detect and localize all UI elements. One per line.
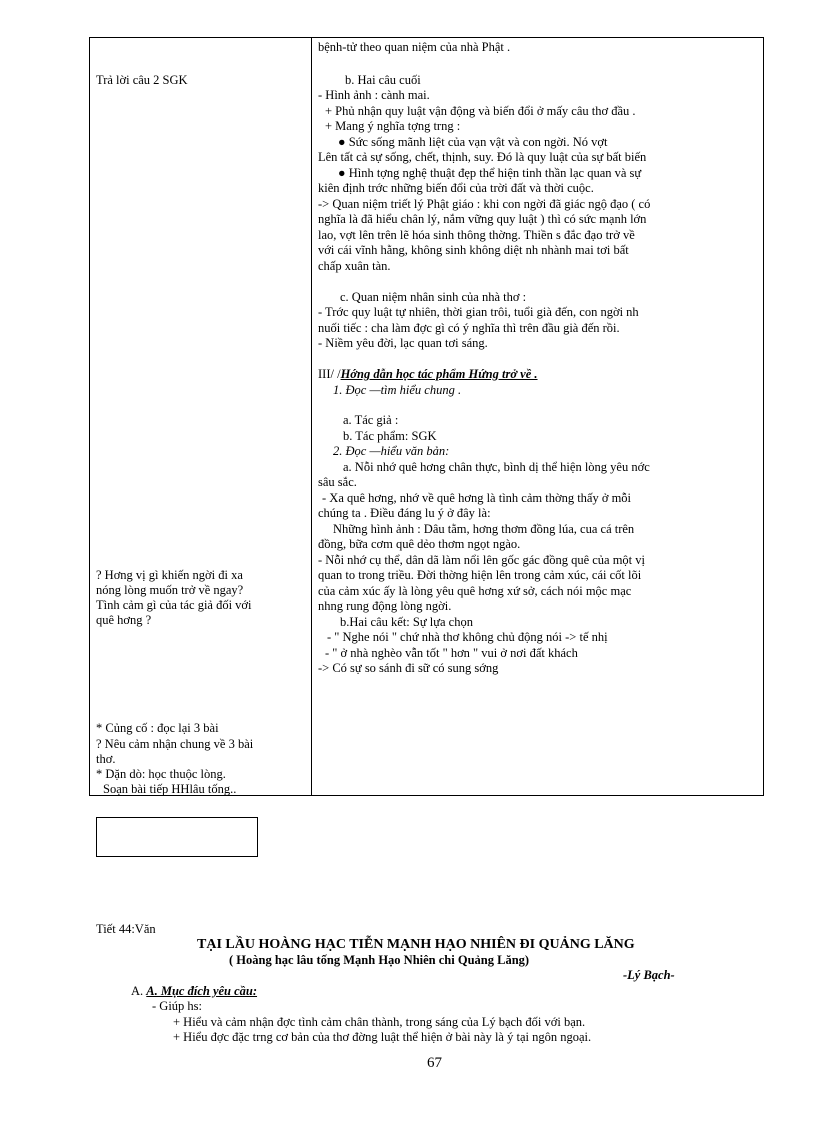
right-text: lao, vợt lên trên lẽ hóa sinh thông thờng. Thiền s đắc đạo trở về — [318, 228, 635, 242]
right-text: - " ở nhà nghèo vẫn tốt " hơn " vui ở nơi đất khách — [325, 646, 578, 660]
left-text: Trả lời câu 2 SGK — [96, 73, 188, 87]
right-text: nuối tiếc : cha làm đợc gì có ý nghĩa thì trên đầu già đến rồi. — [318, 321, 620, 335]
right-text: bệnh-tử theo quan niệm của nhà Phật . — [318, 40, 511, 54]
page-title: TẠI LẦU HOÀNG HẠC TIỄN MẠNH HẠO NHIÊN ĐI QUẢNG LĂNG — [197, 937, 635, 952]
bullet-icon: ● — [338, 166, 346, 180]
left-text: nóng lòng muốn trở về ngay? — [96, 583, 244, 597]
right-text: + Phủ nhận quy luật vận động và biến đổi ở mấy câu thơ đầu . — [325, 104, 636, 118]
section-heading — [318, 367, 538, 382]
right-text: 1. Đọc —tìm hiểu chung . — [333, 383, 462, 397]
section-heading: A. A. Mục đích yêu cầu: — [131, 984, 258, 998]
left-text: ? Nêu cảm nhận chung về 3 bài — [96, 737, 254, 751]
right-text: a. Tác giả : — [343, 413, 399, 427]
bullet-icon: ● — [338, 135, 346, 149]
right-text: với cái vĩnh hằng, không sinh không diệt nh nhành mai tơi bất — [318, 243, 629, 257]
section-title: Hớng dẫn học tác phẩm Hứng trở về . — [340, 367, 538, 381]
right-text: chúng ta . Điều đáng lu ý ở đây là: — [318, 506, 491, 520]
right-text: -> Quan niệm triết lý Phật giáo : khi con ngời đã giác ngộ đạo ( có — [318, 197, 651, 211]
right-text: Những hình ảnh : Dâu tằm, hơng thơm đồng lúa, cua cá trên — [333, 522, 635, 536]
goal-item: + Hiểu đợc đặc trng cơ bản của thơ đờng luật thể hiện ở bài này là ý tại ngôn ngoại. — [173, 1030, 592, 1044]
author: -Lý Bạch- — [623, 968, 675, 982]
empty-box — [96, 817, 258, 857]
right-text: quan to trong triều. Đời thờng hiện lên trong cảm xúc, cái cốt lõi — [318, 568, 642, 582]
goal-item: + Hiểu và cảm nhận đợc tình cảm chân thành, trong sáng của Lý bạch đối với bạn. — [173, 1015, 586, 1029]
right-text: Hình tợng nghệ thuật đẹp thể hiện tinh thần lạc quan và sự — [348, 166, 642, 180]
right-text: b. Hai câu cuối — [345, 73, 421, 87]
left-text: Tình cảm gì của tác giả đối với — [96, 598, 252, 612]
right-text — [338, 135, 608, 150]
section-number: III/ / — [318, 367, 341, 381]
right-text: - Niềm yêu đời, lạc quan tơi sáng. — [318, 336, 488, 350]
right-text: đồng, bữa cơm quê dẻo thơm ngọt ngào. — [318, 537, 521, 551]
right-text: kiên định trớc những biến đổi của trời đất và thời cuộc. — [318, 181, 594, 195]
right-text — [338, 166, 641, 181]
right-text: - Trớc quy luật tự nhiên, thời gian trôi, tuổi già đến, con ngời nh — [318, 305, 639, 319]
right-text: - Hình ảnh : cành mai. — [318, 88, 430, 102]
page-subtitle: ( Hoàng hạc lâu tống Mạnh Hạo Nhiên chi Quảng Lăng) — [229, 953, 530, 967]
right-text: nghĩa là đã hiểu chân lý, nắm vững quy luật ) thì có sức mạnh lớn — [318, 212, 647, 226]
left-text: ? Hơng vị gì khiến ngời đi xa — [96, 568, 243, 582]
right-text: b.Hai câu kết: Sự lựa chọn — [340, 615, 473, 629]
left-text: Soạn bài tiếp HHlâu tống.. — [103, 782, 237, 796]
right-text: - " Nghe nói " chứ nhà thơ không chủ động nói -> tế nhị — [327, 630, 608, 644]
right-text: của cảm xúc ấy là lòng yêu quê hơng xứ sở, cách nói mộc mạc — [318, 584, 632, 598]
right-text: a. Nỗi nhớ quê hơng chân thực, bình dị thể hiện lòng yêu nớc — [343, 460, 650, 474]
right-text: chấp xuân tàn. — [318, 259, 391, 273]
right-text: nhng rung động lòng ngời. — [318, 599, 452, 613]
page-number: 67 — [427, 1055, 442, 1071]
right-text: - Nỗi nhớ cụ thể, dân dã làm nổi lên gốc gác đồng quê của một vị — [318, 553, 646, 567]
right-text: sâu sắc. — [318, 475, 357, 489]
left-text: quê hơng ? — [96, 613, 152, 627]
left-text: * Củng cố : đọc lại 3 bài — [96, 721, 219, 735]
right-text: c. Quan niệm nhân sinh của nhà thơ : — [340, 290, 527, 304]
left-text: thơ. — [96, 752, 116, 766]
right-text: Lên tất cả sự sống, chết, thịnh, suy. Đó là quy luật của sự bất biến — [318, 150, 647, 164]
right-text: 2. Đọc —hiểu văn bản: — [333, 444, 450, 458]
left-text: * Dặn dò: học thuộc lòng. — [96, 767, 226, 781]
lesson-label: Tiết 44:Văn — [96, 922, 156, 936]
right-text: Sức sống mãnh liệt của vạn vật và con ngời. Nó vợt — [348, 135, 608, 149]
right-text: -> Có sự so sánh đi sữ có sung sớng — [318, 661, 499, 675]
table-column-divider — [311, 37, 312, 796]
right-text: b. Tác phẩm: SGK — [343, 429, 437, 443]
section-title: A. Mục đích yêu cầu: — [146, 984, 258, 998]
right-text: - Xa quê hơng, nhớ về quê hơng là tình cảm thờng thấy ở mỗi — [322, 491, 632, 505]
help-text: - Giúp hs: — [152, 999, 202, 1013]
right-text: + Mang ý nghĩa tợng trng : — [325, 119, 461, 133]
